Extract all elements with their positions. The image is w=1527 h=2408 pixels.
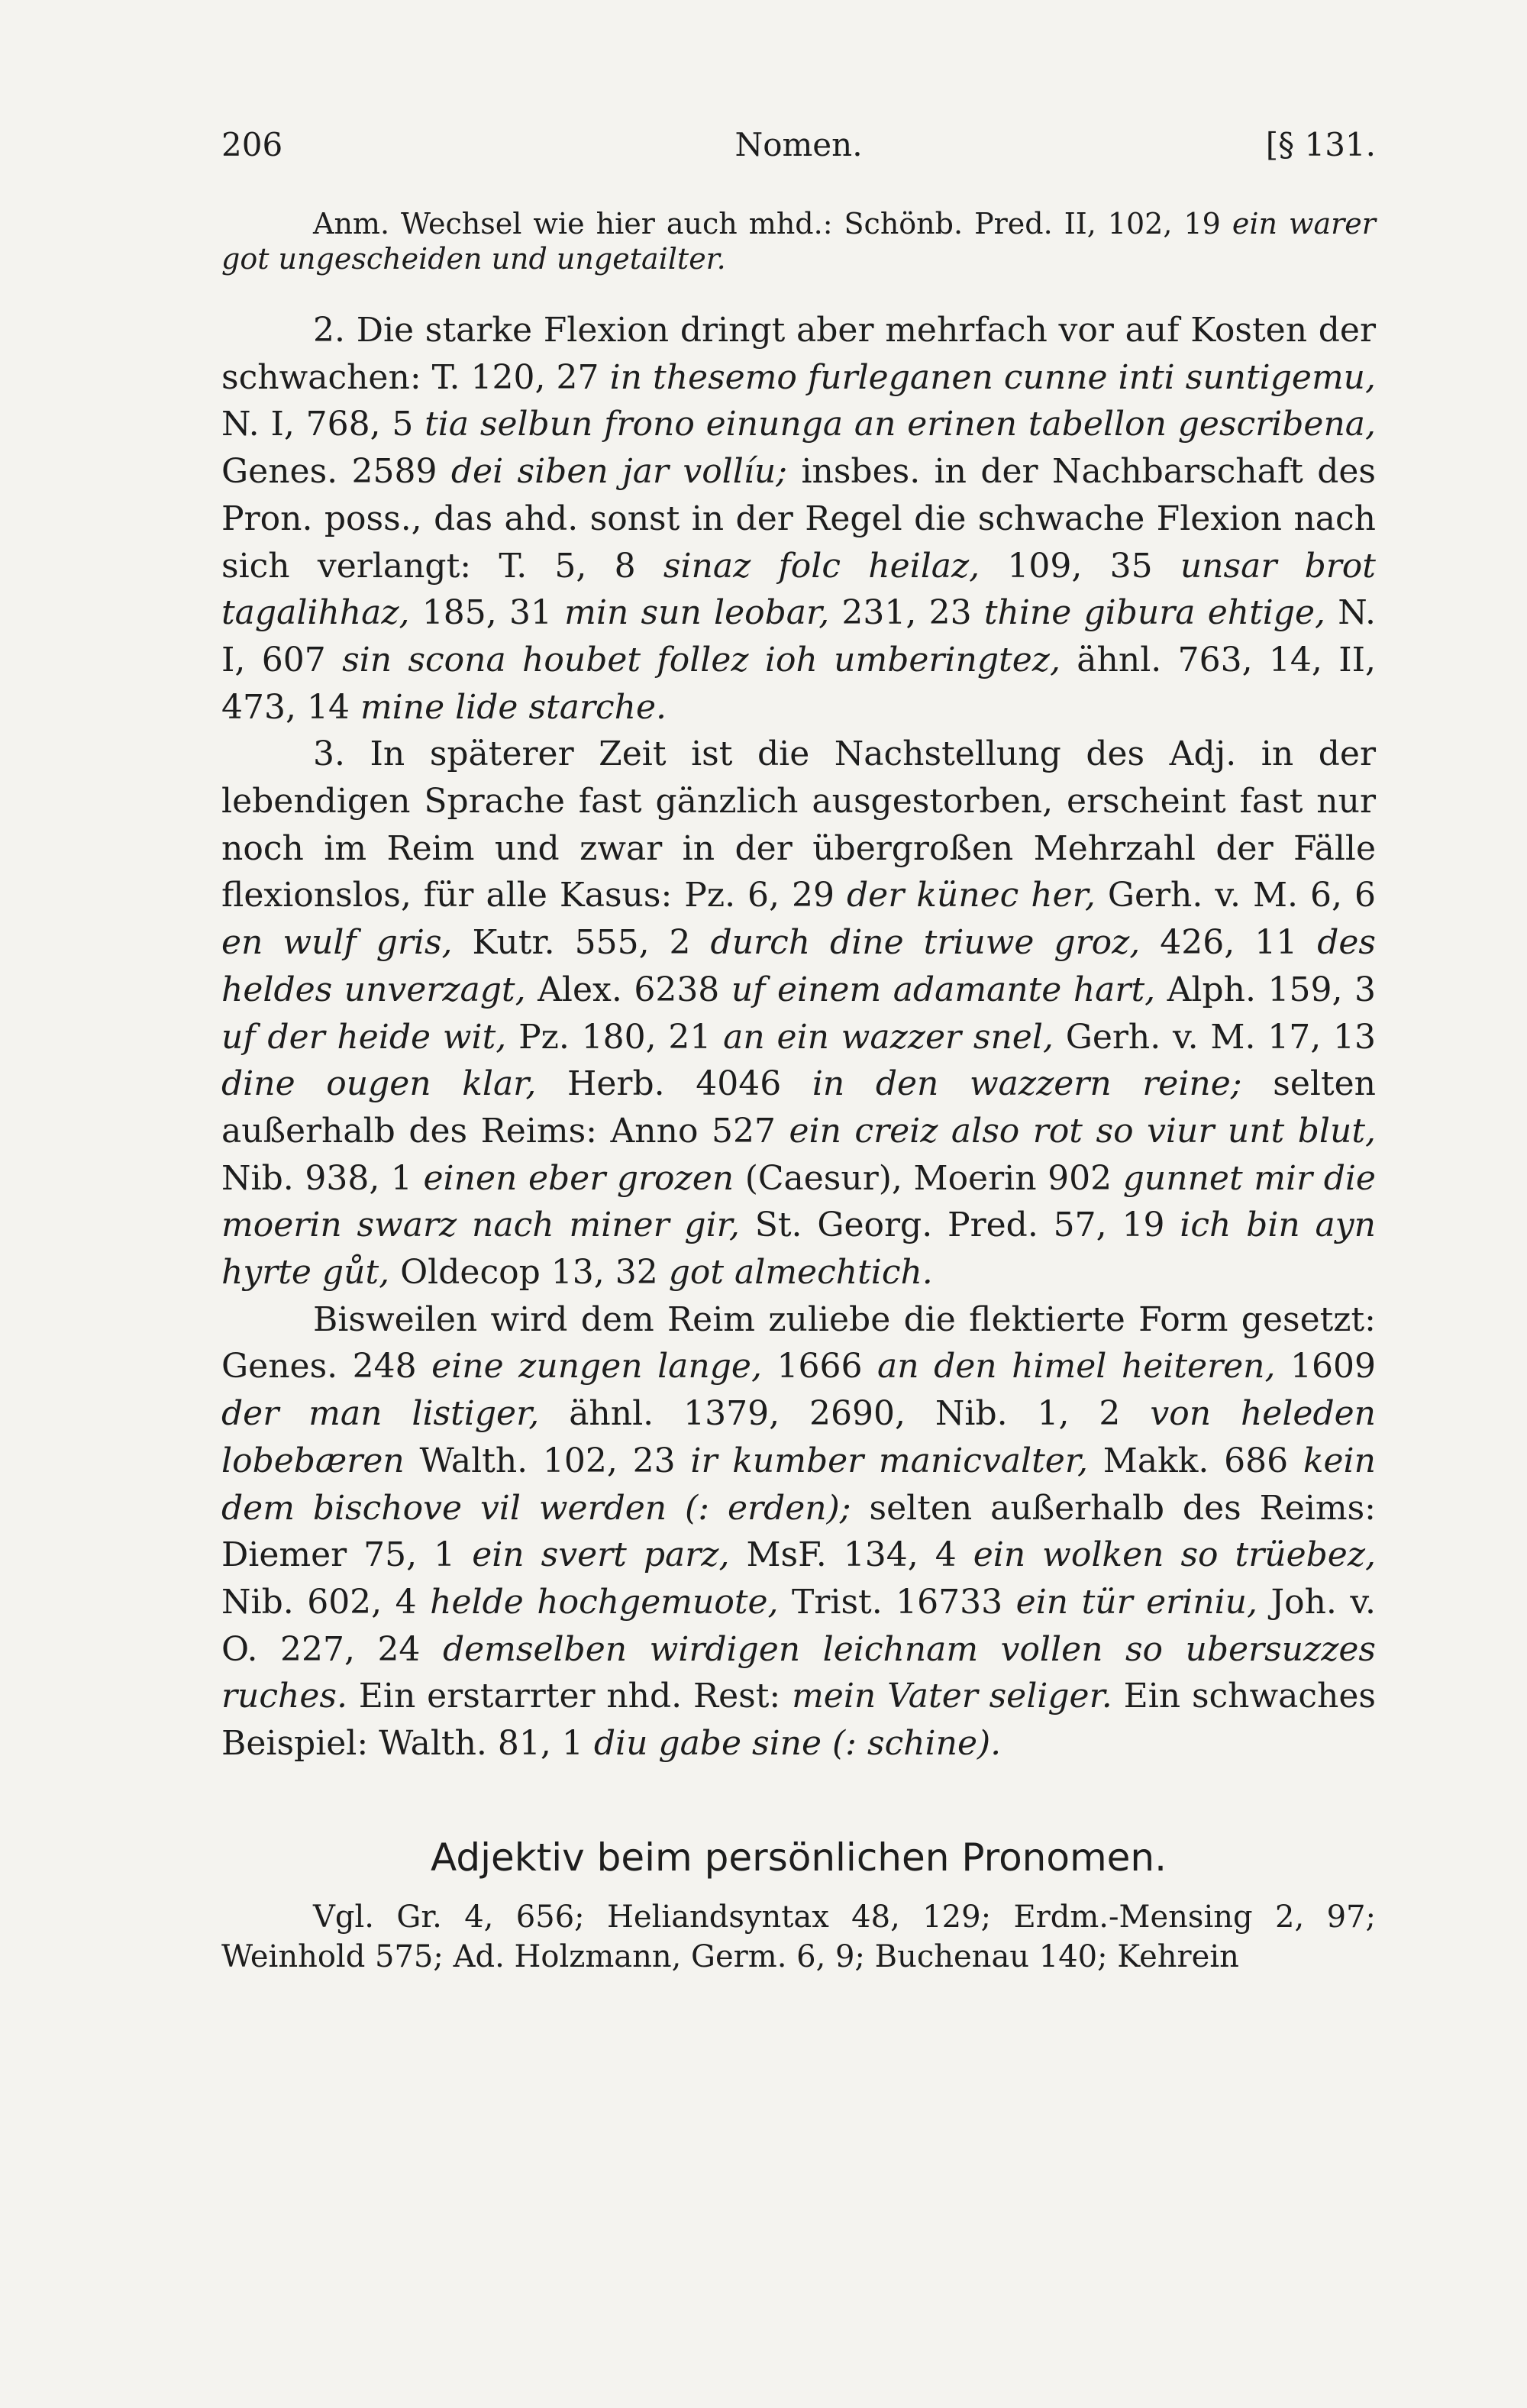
- example-quote: durch dine triuwe groz,: [710, 923, 1141, 963]
- example-quote: der man listiger,: [221, 1394, 540, 1434]
- paragraph-2: [221, 307, 1376, 731]
- example-quote: thine gibura ehtige,: [983, 593, 1326, 633]
- text-span: Makk. 686: [1102, 1441, 1289, 1480]
- example-quote: helde hochgemuote,: [430, 1582, 779, 1622]
- example-quote: ein wolken so trüebez,: [973, 1535, 1376, 1575]
- text-span: Alex. 6238: [538, 970, 720, 1009]
- paragraph-4: [221, 1296, 1376, 1767]
- text-span: Trist. 16733: [792, 1582, 1003, 1622]
- text-span: 109, 35: [1007, 546, 1153, 586]
- example-quote: got almechtich.: [668, 1253, 933, 1293]
- text-span: Walth. 102, 23: [419, 1441, 676, 1480]
- text-span: Oldecop 13, 32: [400, 1253, 658, 1293]
- text-span: N. I, 607: [221, 593, 1376, 679]
- note-example: ein warer got ungescheiden und ungetailter.: [221, 207, 1376, 276]
- text-span: 1666: [776, 1347, 863, 1386]
- example-quote: ein tür eriniu,: [1015, 1582, 1257, 1622]
- text-span: In späterer Zeit ist die Nachstellung des Adj. in der lebendigen Sprache fast gänzlich ausgestorben, erscheint fast nur noch im Reim und zwar in der übergroßen Mehrzahl der Fälle flexionslos, für alle Kasus: Pz. 6, 29: [221, 734, 1376, 915]
- example-quote: gunnet mir die moerin swarz nach miner gir,: [221, 1158, 1376, 1245]
- text-span: (Caesur), Moerin 902: [744, 1158, 1112, 1198]
- example-quote: eine zungen lange,: [431, 1347, 762, 1386]
- text-span: ähnl. 763, 14, II, 473, 14: [221, 640, 1376, 727]
- example-quote: des heldes unverzagt,: [221, 923, 1376, 1009]
- text-span: Die starke Flexion dringt aber mehrfach vor auf Kosten der schwachen: T. 120, 27: [221, 311, 1376, 397]
- example-quote: sin scona houbet follez ioh umberingtez,: [342, 640, 1061, 679]
- example-quote: von heleden lobebæren: [221, 1394, 1377, 1480]
- note-text: Wechsel wie hier auch mhd.: Schönb. Pred. II, 102, 19: [401, 207, 1221, 240]
- text-span: 426, 11: [1160, 923, 1298, 963]
- text-span: Nib. 938, 1: [221, 1158, 412, 1198]
- text-span: N. I, 768, 5: [221, 405, 414, 444]
- example-quote: in thesemo furleganen cunne inti suntigemu,: [609, 357, 1377, 397]
- example-quote: tia selbun frono einunga an erinen tabellon gescribena,: [425, 405, 1376, 444]
- text-span: Gerh. v. M. 6, 6: [1107, 876, 1376, 915]
- text-span: Ein schwaches Beispiel: Walth. 81, 1: [221, 1677, 1376, 1764]
- text-span: Bisweilen wird dem Reim zuliebe die flektierte Form gesetzt: Genes. 248: [221, 1299, 1376, 1386]
- example-quote: diu gabe sine (: schine).: [593, 1724, 1002, 1764]
- example-quote: min sun leobar,: [564, 593, 830, 633]
- text-span: insbes. in der Nachbarschaft des Pron. poss., das ahd. sonst in der Regel die schwache Flexion nach sich verlangt: T. 5, 8: [221, 452, 1376, 586]
- example-quote: einen eber grozen: [423, 1158, 734, 1198]
- text-span: Genes. 2589: [221, 452, 437, 492]
- running-head: [221, 122, 1376, 168]
- example-quote: ein svert parz,: [472, 1535, 730, 1575]
- references-line: Vgl. Gr. 4, 656; Heliandsyntax 48, 129; Erdm.-Mensing 2, 97; Weinhold 575; Ad. Holzmann, Germ. 6, 9; Buchenau 140; Kehrein: [221, 1899, 1376, 1974]
- paragraph-3: [221, 731, 1376, 1296]
- example-quote: dei siben jar vollíu;: [450, 452, 788, 492]
- text-span: Pz. 180, 21: [518, 1017, 712, 1057]
- text-span: 185, 31: [421, 593, 552, 633]
- example-quote: der künec her,: [847, 876, 1096, 915]
- text-span: Gerh. v. M. 17, 13: [1065, 1017, 1376, 1057]
- text-span: Herb. 4046: [567, 1064, 782, 1104]
- section-marker: [§ 131.: [1265, 126, 1376, 163]
- example-quote: an den himel heiteren,: [876, 1347, 1276, 1386]
- paragraph-number: 3.: [313, 734, 345, 774]
- running-title: Nomen.: [734, 126, 863, 163]
- example-quote: in den wazzern reine;: [812, 1064, 1242, 1104]
- text-span: Alph. 159, 3: [1167, 970, 1376, 1009]
- text-span: selten außerhalb des Reims: Diemer 75, 1: [221, 1488, 1376, 1575]
- example-quote: sinaz folc heilaz,: [663, 546, 980, 586]
- text-span: St. Georg. Pred. 57, 19: [754, 1206, 1165, 1245]
- page-number: 206: [221, 126, 283, 163]
- example-quote: kein dem bischove vil werden (: erden);: [221, 1441, 1376, 1528]
- text-span: MsF. 134, 4: [746, 1535, 957, 1575]
- text-span: selten außerhalb des Reims: Anno 527: [221, 1064, 1376, 1151]
- example-quote: uf der heide wit,: [221, 1017, 507, 1057]
- example-quote: dine ougen klar,: [221, 1064, 537, 1104]
- text-span: Kutr. 555, 2: [472, 923, 691, 963]
- example-quote: mine lide starche.: [360, 687, 667, 727]
- example-quote: ein creiz also rot so viur unt blut,: [789, 1111, 1376, 1151]
- text-span: Joh. v. O. 227, 24: [221, 1582, 1377, 1669]
- paragraph-number: 2.: [313, 311, 345, 350]
- example-quote: mein Vater seliger.: [792, 1677, 1112, 1716]
- text-span: 1609: [1290, 1347, 1376, 1386]
- text-span: Nib. 602, 4: [221, 1582, 417, 1622]
- example-quote: ir kumber manicvalter,: [690, 1441, 1089, 1480]
- example-quote: demselben wirdigen leichnam vollen so ubersuzzes ruches.: [221, 1629, 1376, 1716]
- text-span: Ein erstarrter nhd. Rest:: [358, 1677, 781, 1716]
- example-quote: uf einem adamante hart,: [731, 970, 1156, 1009]
- text-span: 231, 23: [841, 593, 972, 633]
- example-quote: an ein wazzer snel,: [723, 1017, 1054, 1057]
- text-span: ähnl. 1379, 2690, Nib. 1, 2: [569, 1394, 1121, 1434]
- example-quote: ich bin ayn hyrte gůt,: [221, 1206, 1376, 1293]
- section-heading: Adjektiv beim persönlichen Pronomen.: [431, 1835, 1167, 1880]
- example-quote: en wulf gris,: [221, 923, 453, 963]
- note-label: Anm.: [313, 207, 390, 240]
- annotation-note: [221, 206, 1376, 276]
- example-quote: unsar brot tagalihhaz,: [221, 546, 1376, 633]
- book-page: [221, 115, 1376, 1977]
